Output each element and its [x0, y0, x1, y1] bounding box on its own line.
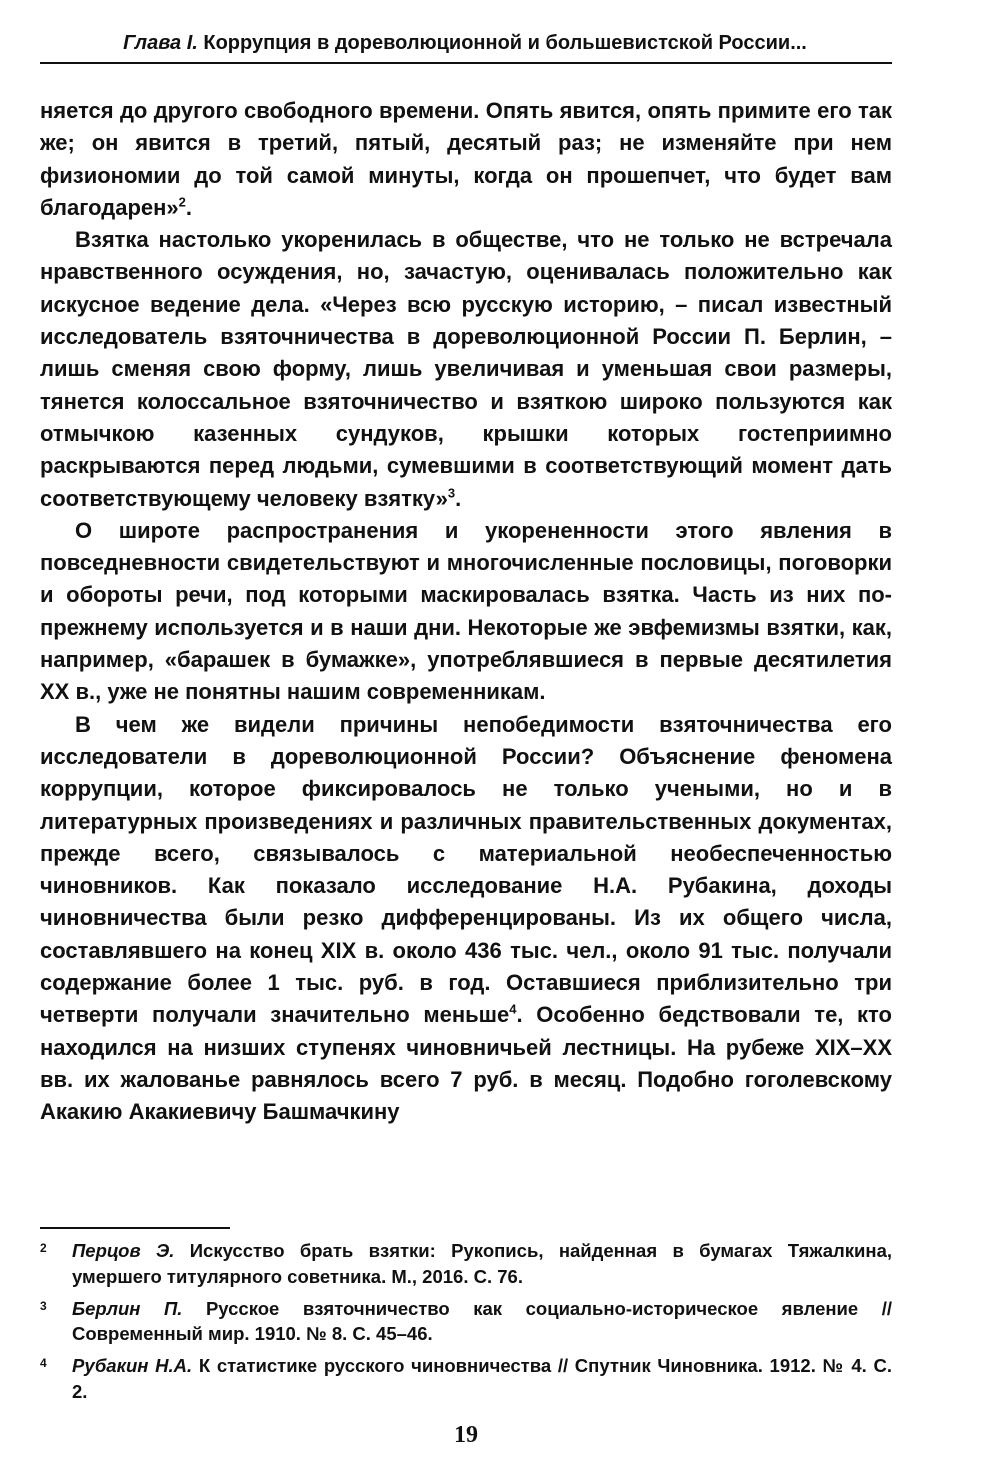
footnote-rule [40, 1227, 230, 1229]
footnote-author: Перцов Э. [72, 1240, 175, 1261]
footnote-text: К статистике русского чиновничества // Спутник Чиновника. 1912. № 4. С. 2. [72, 1355, 892, 1402]
footnote-text: Искусство брать взятки: Рукопись, найденная в бумагах Тяжалкина, умершего титулярного советника. М., 2016. С. 76. [72, 1240, 893, 1287]
header-rule [40, 62, 892, 64]
paragraph: О широте распространения и укорененности этого явления в повседневности свидетельствуют и многочисленные пословицы, поговорки и обороты речи, под которыми маскировалась взятка. Часть из них по-прежнему используется и в наши дни. Некоторые же эвфемизмы взятки, как, например, «барашек в бумажке», употреблявшиеся в первые десятилетия XX в., уже не понятны нашим современникам. [40, 517, 892, 705]
footnote-author: Рубакин Н.А. [72, 1355, 193, 1377]
footnote-ref: 3 [447, 485, 456, 501]
footnote-number: 2 [40, 1241, 47, 1255]
footnote-ref: 4 [509, 1001, 517, 1017]
footnote-ref: 2 [178, 194, 186, 210]
footnote [40, 1238, 892, 1290]
paragraph-continued: няется до другого свободного времени. Опять явится, опять примите его так же; он явится в третий, пятый, десятый раз; не изменяйте при нем физиономии до той самой минуты, когда он прошепчет, что будет вам благодарен»$^2$. [40, 98, 892, 220]
paragraph: В чем же видели причины непобедимости взяточничества его исследователи в дореволюционной России? Объяснение феномена коррупции, которое фиксировалось не только учеными, но и в литературных произведениях и различных правительственных документах, прежде всего, связывалось с материальной необеспеченностью чиновников. Как показало исследование Н.А. Рубакина, доходы чиновничества были резко дифференцированы. Из их общего числа, составлявшего на конец XIX в. около 436 тыс. чел., около 91 тыс. получали содержание более 1 тыс. руб. в год. Оставшиеся приблизительно три четверти получали значительно меньше$^4$. Особенно бедствовали те, кто находился на низших ступенях чиновничьей лестницы. На рубеже XIX–XX вв. их жалованье равнялось всего 7 руб. в месяц. Подобно гоголевскому Акакию Акакиевичу Башмачкину [40, 711, 892, 1125]
footnote-number: 3 [40, 1298, 47, 1313]
running-header [40, 30, 890, 56]
page-number: 19 [454, 1422, 478, 1448]
footnotes [40, 1238, 892, 1411]
footnote [40, 1353, 892, 1405]
chapter-label: Глава I. [123, 32, 198, 54]
footnote [40, 1296, 892, 1348]
paragraph: Взятка настолько укоренилась в обществе, что не только не встречала нравственного осуждения, но, зачастую, оценивалась положительно как искусное ведение дела. «Через всю русскую историю, – писал известный исследователь взяточничества в дореволюционной России П. Берлин, – лишь сменяя свою форму, лишь увеличивая и уменьшая свои размеры, тянется колоссальное взяточничество и взяткою широко пользуются как отмычкою казенных сундуков, крышки которых гостеприимно раскрываются перед людьми, сумевшими в соответствующий момент дать соответствующему человеку взятку»$^3$. [40, 227, 892, 511]
main-text [40, 95, 892, 1129]
chapter-title: Коррупция в дореволюционной и большевистской России... [203, 32, 807, 54]
footnote-text: Русское взяточничество как социально-историческое явление // Современный мир. 1910. № 8. С. 45–46. [72, 1297, 893, 1345]
footnote-number: 4 [40, 1356, 47, 1371]
footnote-author: Берлин П. [72, 1297, 183, 1319]
